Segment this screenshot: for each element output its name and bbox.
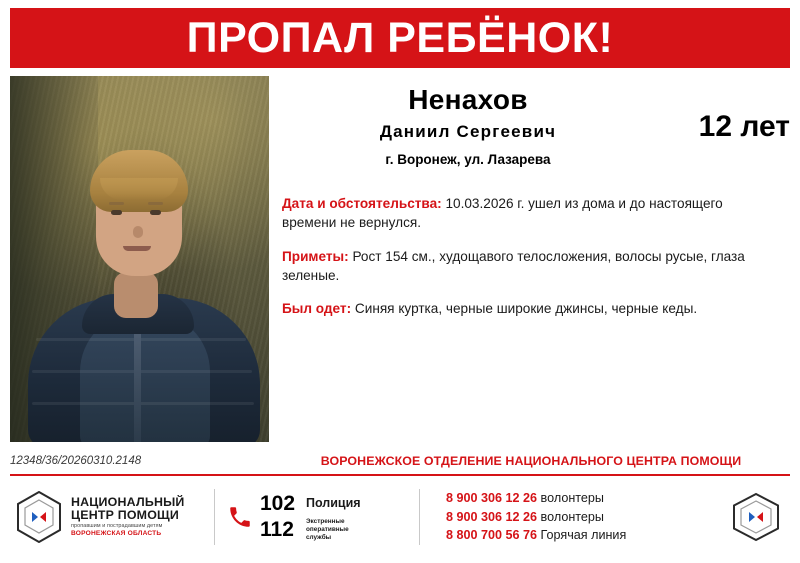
- case-id: 12348/36/20260310.2148: [10, 455, 142, 467]
- photo-subject-brow-right: [148, 202, 163, 205]
- photo-subject-neck: [114, 272, 158, 318]
- name-row: [282, 84, 790, 180]
- photo-subject-eye-left: [111, 210, 122, 215]
- emergency-police: [260, 493, 361, 514]
- photo-subject-nose: [133, 226, 143, 238]
- person-location: г. Воронеж, ул. Лазарева: [385, 152, 551, 167]
- footer-strip: [10, 450, 790, 472]
- detail-date-text: 10.03.2026 г. ушел из дома и до настоящего времени не вернулся.: [282, 196, 723, 231]
- detail-date: [282, 194, 778, 233]
- detail-signs-label: Приметы:: [282, 248, 349, 264]
- detail-date-label: Дата и обстоятельства:: [282, 196, 442, 211]
- contact-number: 8 900 306 12 26: [446, 490, 538, 505]
- person-age: 12 лет: [698, 110, 790, 143]
- poster-banner: [10, 8, 790, 68]
- hexagon-logo-icon: [730, 492, 782, 542]
- person-given-patronymic: Даниил Сергеевич: [379, 122, 557, 141]
- divider-vertical-2: [419, 489, 420, 545]
- contact-label: волонтеры: [540, 509, 604, 524]
- service-label-line-3: службы: [306, 533, 332, 541]
- contact-row: [446, 526, 708, 545]
- logo-line-2: ЦЕНТР ПОМОЩИ: [71, 507, 179, 522]
- banner-headline: ПРОПАЛ РЕБЁНОК!: [186, 13, 614, 62]
- contact-number: 8 800 700 56 76: [446, 528, 538, 543]
- phone-icon: [227, 504, 253, 530]
- person-info: [282, 84, 790, 318]
- photo-subject-brow-left: [109, 202, 124, 205]
- police-number: 102: [260, 491, 296, 515]
- logo-line-1: НАЦИОНАЛЬНЫЙ: [71, 494, 185, 509]
- contact-label: Горячая линия: [540, 528, 627, 543]
- organization-line: ВОРОНЕЖСКОЕ ОТДЕЛЕНИЕ НАЦИОНАЛЬНОГО ЦЕНТРА ПОМОЩИ: [320, 454, 742, 468]
- divider-vertical-1: [214, 489, 215, 545]
- person-surname: Ненахов: [408, 84, 528, 115]
- police-label: Полиция: [306, 495, 361, 510]
- service-label: [306, 518, 349, 542]
- hexagon-logo-icon: [16, 491, 62, 543]
- logo-text: [71, 496, 185, 539]
- detail-clothes-label: Был одет:: [282, 301, 352, 317]
- detail-signs-text: Рост 154 см., худощавого телосложения, волосы русые, глаза зеленые.: [282, 248, 745, 283]
- contact-numbers: [432, 489, 708, 546]
- footer-divider: [10, 474, 790, 476]
- contact-label: волонтеры: [540, 490, 604, 505]
- service-number: 112: [260, 518, 294, 541]
- contact-row: [446, 508, 708, 527]
- service-label-line-1: Экстренные: [306, 517, 345, 525]
- logo-line-3: пропавшим и пострадавшим детям: [71, 522, 163, 529]
- contact-number: 8 900 306 12 26: [446, 509, 538, 524]
- photo-subject-hair: [90, 150, 188, 212]
- bottom-bar: [10, 482, 790, 552]
- organization-logo: [10, 491, 202, 543]
- service-label-line-2: оперативные: [306, 525, 349, 533]
- photo-subject-mouth: [123, 246, 151, 251]
- detail-signs: [282, 247, 778, 286]
- contact-row: [446, 489, 708, 508]
- detail-clothes: [282, 299, 778, 318]
- emergency-services: [260, 518, 361, 542]
- photo-subject-eye-right: [150, 210, 161, 215]
- detail-clothes-text: Синяя куртка, черные широкие джинсы, черные кеды.: [354, 301, 698, 317]
- emergency-list: [260, 493, 361, 542]
- secondary-logo: [708, 492, 790, 542]
- logo-line-4: ВОРОНЕЖСКАЯ ОБЛАСТЬ: [71, 530, 162, 538]
- child-photo: [10, 76, 269, 442]
- emergency-numbers: [227, 493, 407, 542]
